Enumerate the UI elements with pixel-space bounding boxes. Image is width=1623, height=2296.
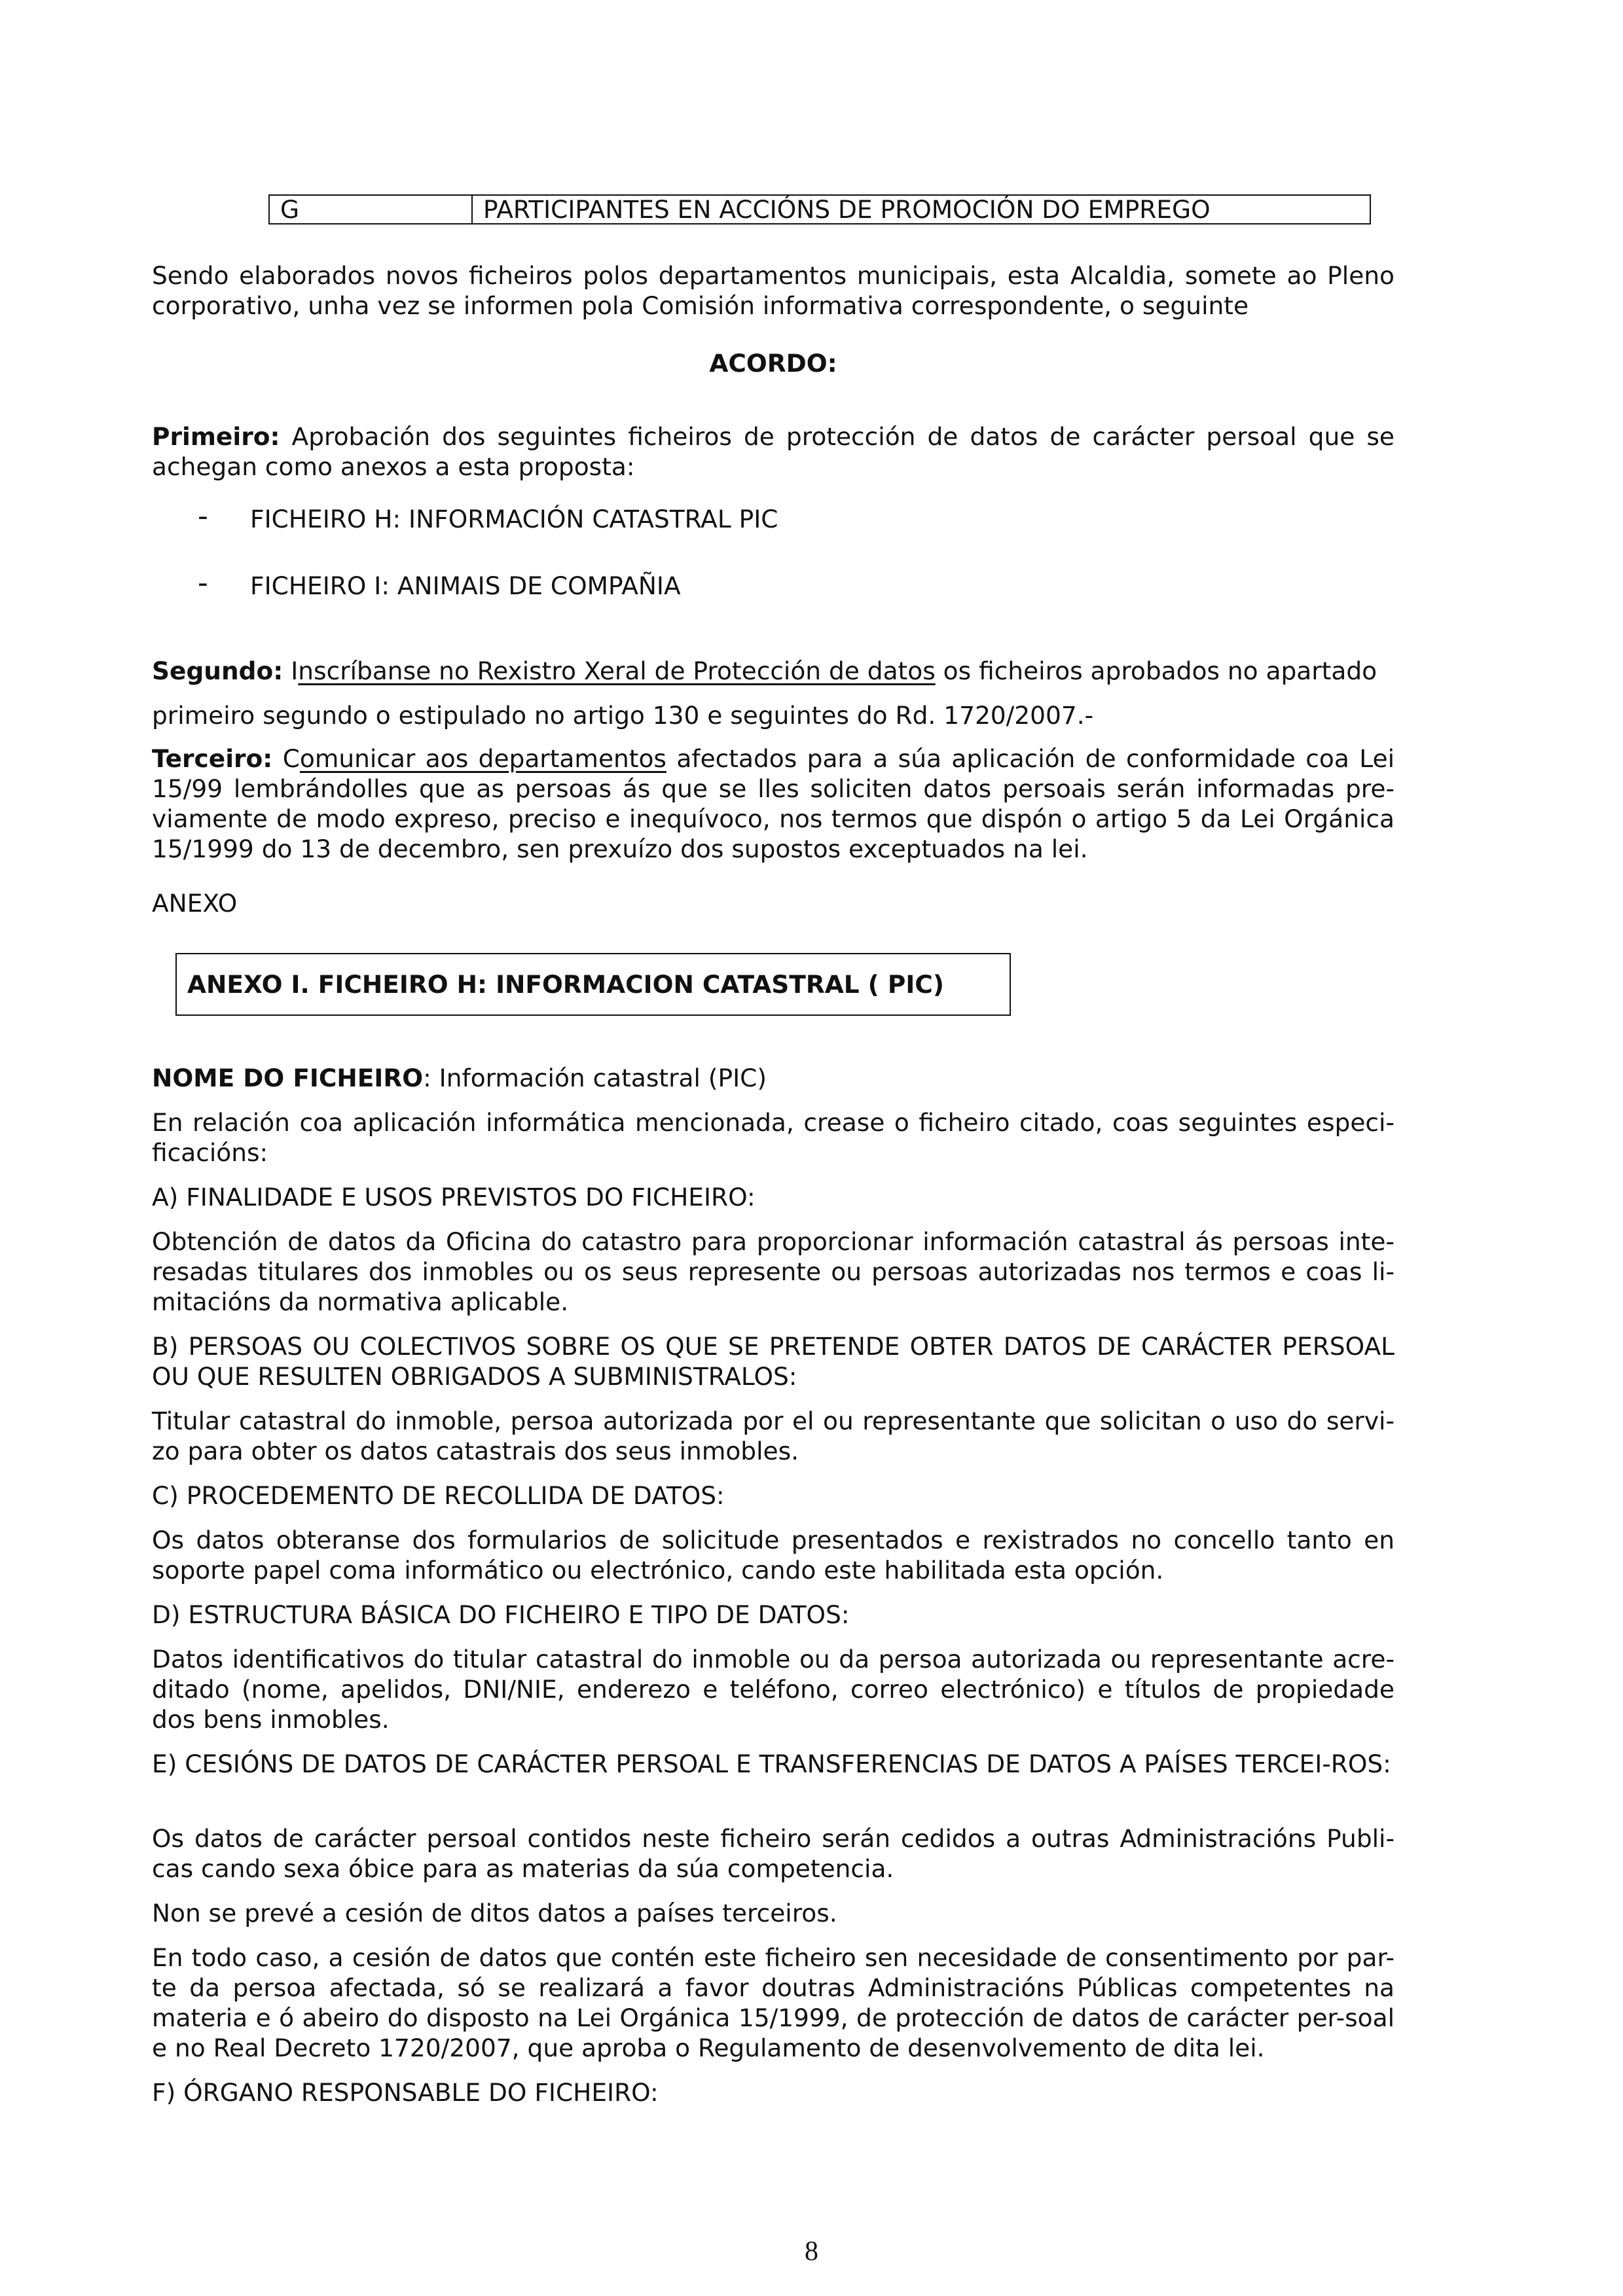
top-table-row [268, 194, 1371, 224]
segundo-paragraph [152, 656, 1395, 686]
section-heading-c: C) PROCEDEMENTO DE RECOLLIDA DE DATOS: [152, 1481, 725, 1510]
file-name-text: : Información catastral (PIC) [423, 1064, 767, 1092]
segundo-line2: primeiro segundo o estipulado no artigo 130 e seguintes do Rd. 1720/2007.- [152, 701, 1094, 730]
file-name-line [152, 1063, 1395, 1093]
segundo-post: os ficheiros aprobados no apartado [935, 656, 1377, 685]
section-heading-d: D) ESTRUCTURA BÁSICA DO FICHEIRO E TIPO DE DATOS: [152, 1600, 850, 1629]
section-heading-e: E) CESIÓNS DE DATOS DE CARÁCTER PERSOAL E TRANSFERENCIAS DE DATOS A PAÍSES TERCEI-ROS: [152, 1749, 1391, 1778]
paragraph: Os datos obteranse dos formularios de solicitude presentados e rexistrados no concello tanto en soporte papel coma informático ou electrónico, cando este habilitada esta opción. [152, 1526, 1395, 1585]
section-heading-a: A) FINALIDADE E USOS PREVISTOS DO FICHEIRO: [152, 1183, 756, 1211]
terceiro-pre: C [272, 744, 300, 773]
segundo-pre: I [283, 656, 299, 685]
dash-marker: - [198, 499, 208, 533]
paragraph: En todo caso, a cesión de datos que contén este ficheiro sen necesidade de consentimento por par-te da persoa afectada, só se realizará a favor doutras Administracións Públicas competentes na materia e ó abeiro do disposto na Lei Orgánica 15/1999, de protección de datos de carácter per-soal e no Real Decreto 1720/2007, que aproba o Regulamento de desenvolvemento de dita lei. [152, 1943, 1395, 2062]
paragraph: En relación coa aplicación informática mencionada, crease o ficheiro citado, coas seguintes especi-ficacións: [152, 1108, 1395, 1167]
segundo-label: Segundo: [152, 656, 283, 685]
page-number: 8 [805, 2236, 818, 2267]
anexo-label: ANEXO [152, 889, 238, 918]
terceiro-post: afectados para a súa aplicación de conformidade coa Lei 15/99 lembrándolles que as persoas ás que se lles soliciten datos persoais serán informadas pre-viamente de modo expreso, preciso e inequívoco, nos termos que dispón o artigo 5 da Lei Orgánica 15/1999 do 13 de decembro, sen prexuízo dos supostos exceptuados na lei. [152, 744, 1395, 863]
file-name-label: NOME DO FICHEIRO [152, 1064, 424, 1092]
paragraph: Non se prevé a cesión de ditos datos a países terceiros. [152, 1899, 837, 1928]
bullet-text: FICHEIRO H: INFORMACIÓN CATASTRAL PIC [250, 505, 778, 533]
terceiro-underlined: omunicar aos departamentos [299, 744, 666, 773]
file-title-cell: PARTICIPANTES EN ACCIÓNS DE PROMOCIÓN DO EMPREGO [483, 195, 1211, 224]
segundo-underlined: nscríbanse no Rexistro Xeral de Protección de datos [298, 656, 936, 685]
primeiro-label: Primeiro: [152, 422, 280, 451]
paragraph: Os datos de carácter persoal contidos neste ficheiro serán cedidos a outras Administracións Publi-cas cando sexa óbice para as materias da súa competencia. [152, 1824, 1395, 1883]
section-heading-b: B) PERSOAS OU COLECTIVOS SOBRE OS QUE SE PRETENDE OBTER DATOS DE CARÁCTER PERSOAL OU QUE RESULTEN OBRIGADOS A SUBMINISTRALOS: [152, 1332, 1395, 1391]
annex-title-box: ANEXO I. FICHEIRO H: INFORMACION CATASTRAL ( PIC) [175, 953, 1011, 1016]
terceiro-paragraph [152, 744, 1395, 864]
bullet-text: FICHEIRO I: ANIMAIS DE COMPAÑIA [250, 571, 681, 600]
paragraph: Obtención de datos da Oficina do catastro para proporcionar información catastral ás persoas inte-resadas titulares dos inmobles ou os seus represente ou persoas autorizadas nos termos e coas li-mitacións da normativa aplicable. [152, 1227, 1395, 1316]
primeiro-text: Aprobación dos seguintes ficheiros de protección de datos de carácter persoal que se achegan como anexos a esta proposta: [152, 422, 1395, 481]
dash-marker: - [198, 566, 208, 600]
paragraph: Datos identificativos do titular catastral do inmoble ou da persoa autorizada ou representante acre-ditado (nome, apelidos, DNI/NIE, enderezo e teléfono, correo electrónico) e títulos de propiedade dos bens inmobles. [152, 1645, 1395, 1734]
acordo-heading: ACORDO: [709, 349, 837, 378]
intro-paragraph: Sendo elaborados novos ficheiros polos departamentos municipais, esta Alcaldia, somete ao Pleno corporativo, unha vez se informen pola Comisión informativa correspondente, o seguinte [152, 261, 1395, 320]
file-code-cell: G [270, 196, 473, 223]
section-heading-f: F) ÓRGANO RESPONSABLE DO FICHEIRO: [152, 2078, 659, 2107]
primeiro-paragraph [152, 422, 1395, 482]
terceiro-label: Terceiro: [152, 744, 273, 773]
paragraph: Titular catastral do inmoble, persoa autorizada por el ou representante que solicitan o uso do servi-zo para obter os datos catastrais dos seus inmobles. [152, 1407, 1395, 1465]
